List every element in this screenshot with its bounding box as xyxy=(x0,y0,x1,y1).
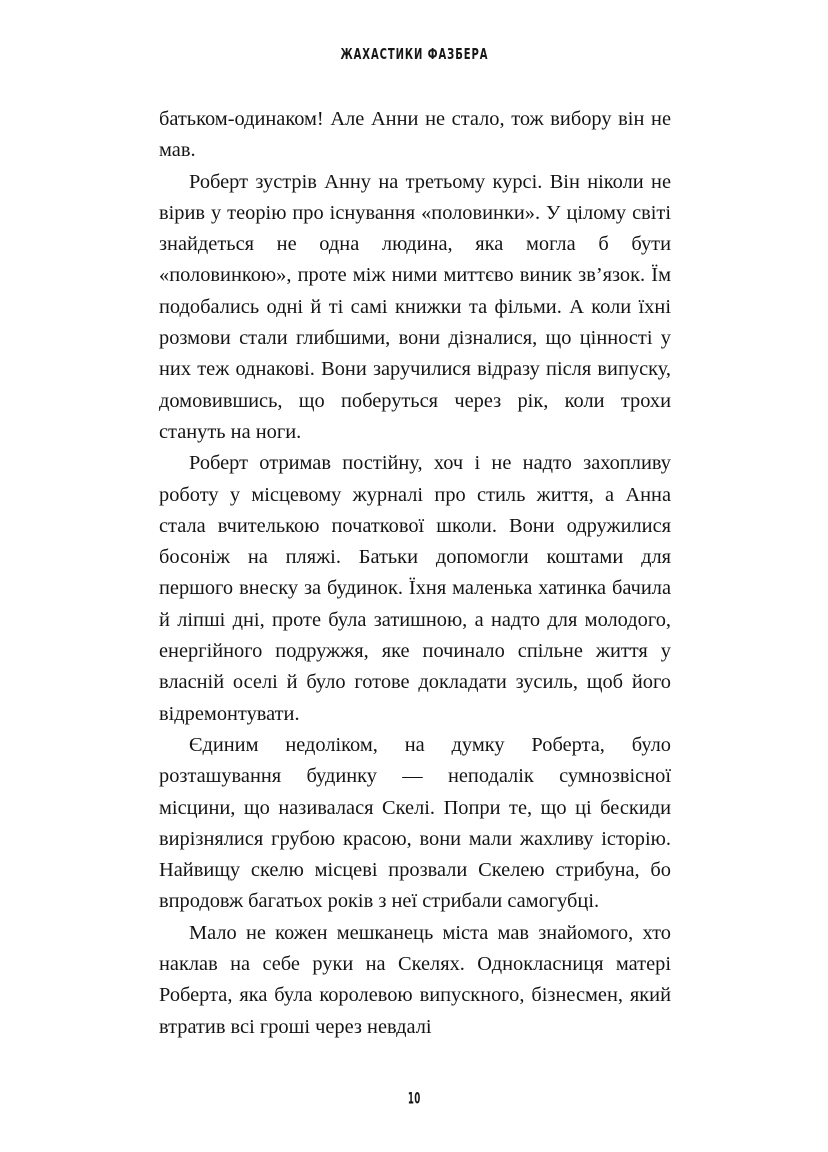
paragraph: батьком-одинаком! Але Анни не стало, тож вибору він не мав. xyxy=(159,108,671,162)
running-header xyxy=(0,45,828,63)
page-footer xyxy=(0,1090,828,1108)
paragraph: Роберт отримав постійну, хоч і не надто захопливу роботу у місцевому журналі про стиль життя, а Анна стала вчителькою початкової школи. Вони одружилися босоніж на пляжі. Батьки допомогли коштами для першого внеску за будинок. Їхня маленька хатинка бачила й ліпші дні, проте була затишною, а надто для молодого, енергійного подружжя, яке починало спільне життя у власній оселі й було готове докладати зусиль, щоб його відремонтувати. xyxy=(159,452,671,725)
paragraph: Мало не кожен мешканець міста мав знайомого, хто наклав на себе руки на Скелях. Однокласниця матері Роберта, яка була королевою випускного, бізнесмен, який втратив всі гроші через невдалі xyxy=(159,921,671,1038)
paragraph: Єдиним недоліком, на думку Роберта, було розташування будинку — неподалік сумнозвісної місцини, що називалася Скелі. Попри те, що ці бескиди вирізнялися грубою красою, вони мали жахливу історію. Найвищу скелю місцеві прозвали Скелею стрибуна, бо впродовж багатьох років з неї стрибали самогубці. xyxy=(159,733,671,913)
paragraph: Роберт зустрів Анну на третьому курсі. Він ніколи не вірив у теорію про існування «половинки». У цілому світі знайдеться не одна людина, яка могла б бути «половинкою», проте між ними миттєво виник зв’язок. Їм подобались одні й ті самі книжки та фільми. А коли їхні розмови стали глибшими, вони дізналися, що цінності у них теж однакові. Вони заручилися відразу після випуску, домовившись, що поберуться через рік, коли трохи стануть на ноги. xyxy=(159,170,671,443)
running-header-title: ЖАХАСТИКИ ФАЗБЕРА xyxy=(340,44,488,63)
body-text-column xyxy=(159,104,671,1043)
page-number: 10 xyxy=(407,1089,421,1109)
